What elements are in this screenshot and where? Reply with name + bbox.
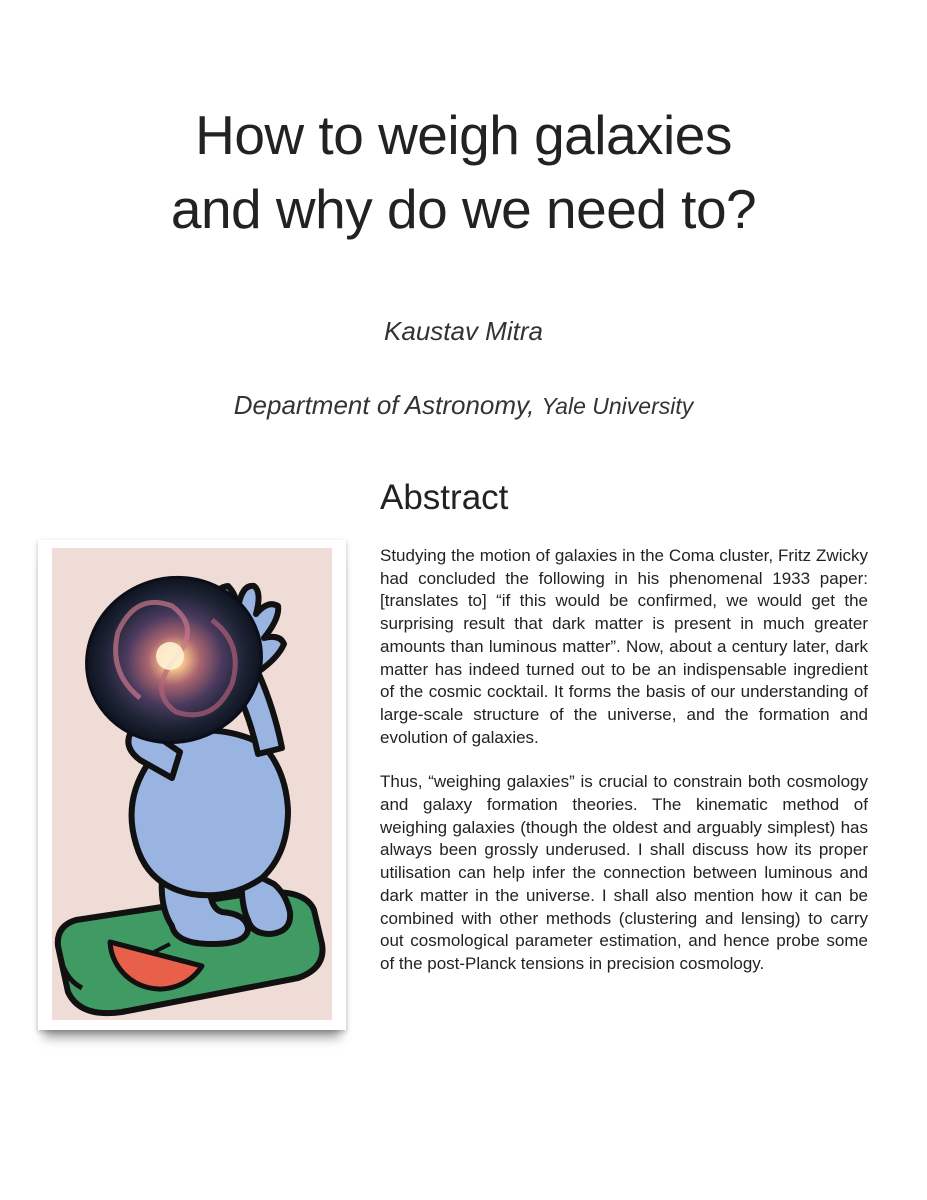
- abstract-paragraph-1: Studying the motion of galaxies in the Coma cluster, Fritz Zwicky had concluded the following in his phenomenal 1933 paper: [translates to] “if this would be confirmed, we would get the surprising result that dark matter is present in much greater amounts than luminous matter”. Now, about a century later, dark matter has indeed turned out to be an indispensable ingredient of the cosmic cocktail. It forms the basis of our understanding of large-scale structure of the universe, and the formation and evolution of galaxies.: [380, 546, 868, 747]
- illustration: [52, 548, 332, 1020]
- author-name: Kaustav Mitra: [384, 316, 543, 346]
- illustration-frame: [38, 540, 346, 1030]
- page-title: [0, 98, 927, 246]
- title-line-1: How to weigh galaxies: [195, 104, 732, 166]
- title-line-2: and why do we need to?: [170, 178, 757, 240]
- figure-weighing-galaxy-on-scale-icon: [52, 548, 332, 1020]
- abstract-heading: Abstract: [380, 478, 509, 517]
- abstract-body: [380, 545, 868, 998]
- department: Department of Astronomy,: [233, 390, 535, 420]
- abstract-paragraph-2: Thus, “weighing galaxies” is crucial to constrain both cosmology and galaxy formation theories. The kinematic method of weighing galaxies (though the oldest and arguably simplest) has always been grossly underused. I shall discuss how its proper utilisation can help infer the connection between luminous and dark matter in the universe. I shall also mention how it can be combined with other methods (clustering and lensing) to carry out cosmological parameter estimation, and hence probe some of the post-Planck tensions in precision cosmology.: [380, 772, 868, 973]
- affiliation: [0, 390, 927, 421]
- university: Yale University: [541, 393, 694, 419]
